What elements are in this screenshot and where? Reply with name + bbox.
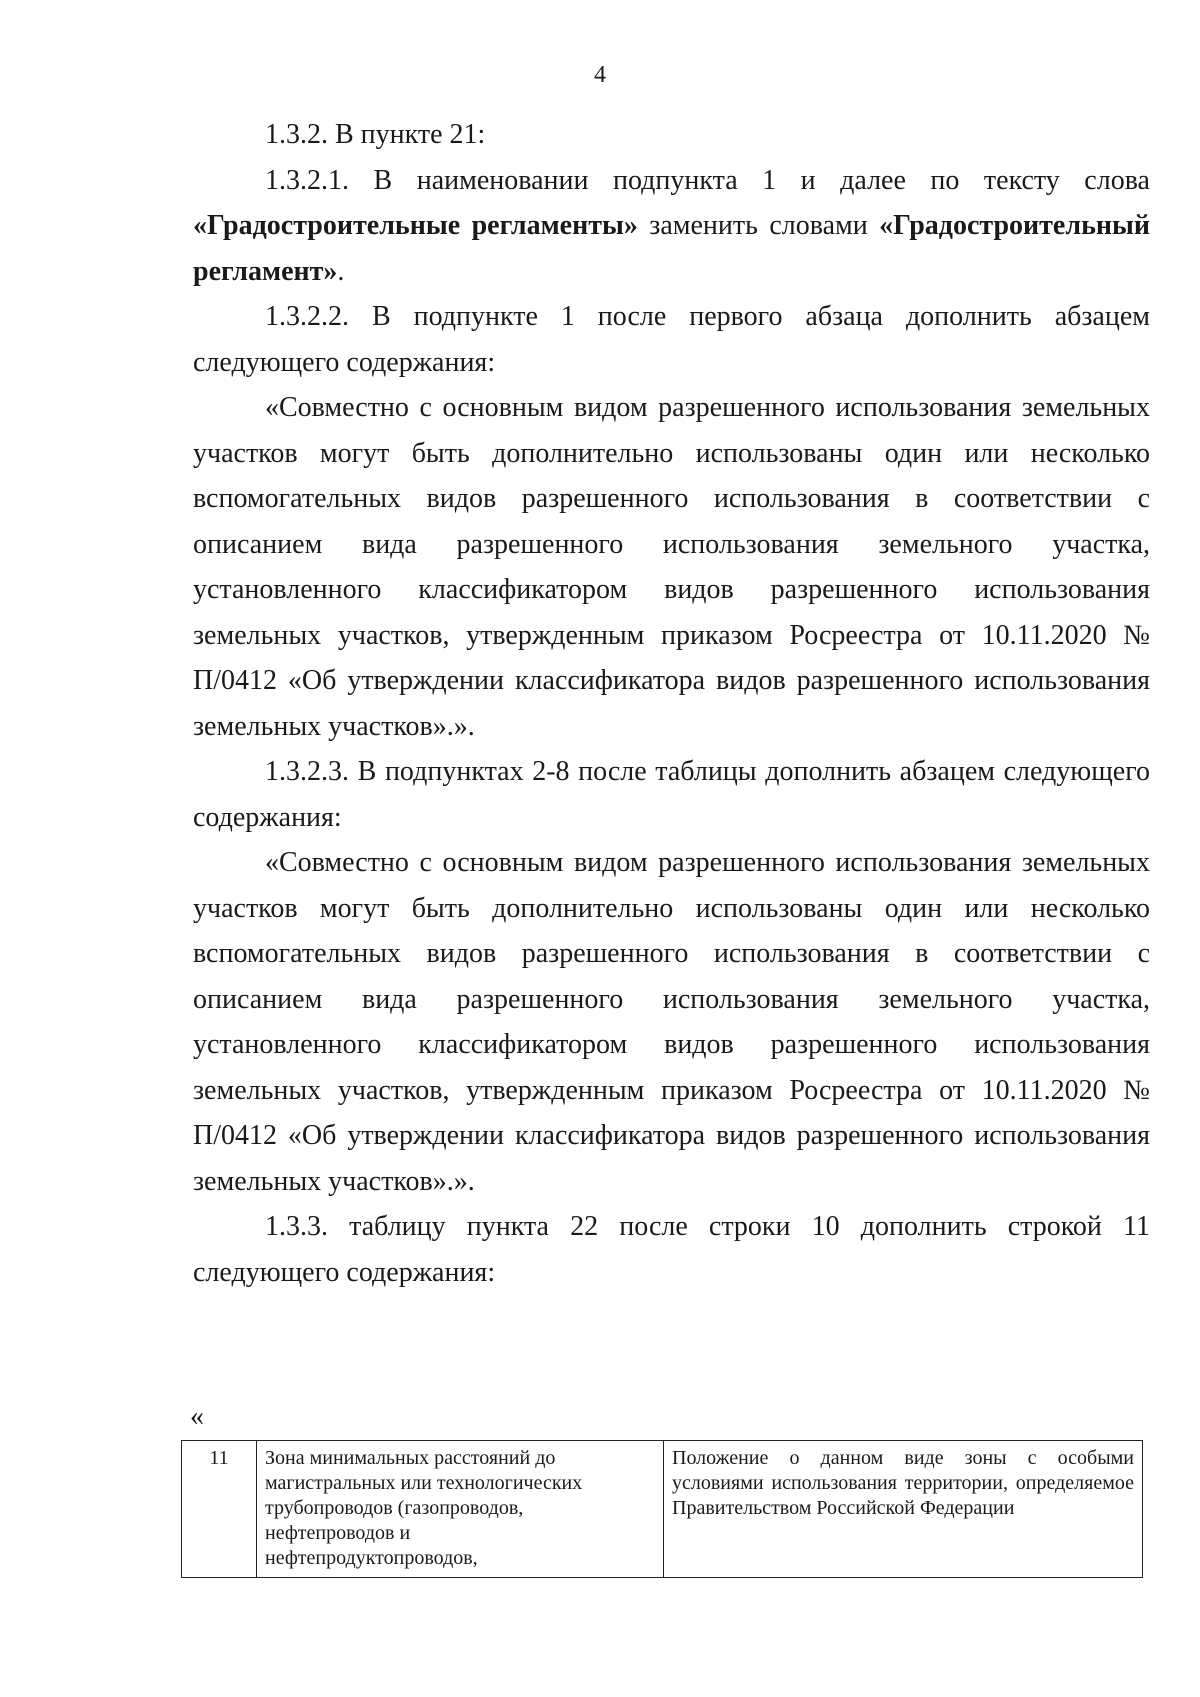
- paragraph-1-3-3: 1.3.3. таблицу пункта 22 после строки 10 дополнить строкой 11 следующего содержания:: [193, 1211, 1150, 1288]
- table-row: [182, 1441, 1143, 1578]
- paragraph-1-3-2: 1.3.2. В пункте 21:: [265, 119, 486, 150]
- regulation-cell: Положение о данном виде зоны с особыми условиями использования территории, определяемое Правительством Российской Федерации: [664, 1441, 1143, 1578]
- paragraph-1-3-2-1: [193, 158, 1150, 295]
- opening-quote-mark: «: [190, 1401, 204, 1432]
- paragraph-1-3-2-3: 1.3.2.3. В подпунктах 2-8 после таблицы дополнить абзацем следующего содержания:: [193, 756, 1150, 833]
- paragraph-1-3-2-2: 1.3.2.2. В подпункте 1 после первого абзаца дополнить абзацем следующего содержания:: [193, 301, 1150, 378]
- zone-name-line: Зона минимальных расстояний до: [265, 1447, 556, 1469]
- zone-name-line: нефтепроводов и: [265, 1522, 411, 1544]
- paragraph-text: заменить словами: [637, 210, 880, 241]
- document-body: [193, 112, 1150, 1295]
- quoted-paragraph-2: «Совместно с основным видом разрешенного использования земельных участков могут быть дополнительно использованы один или несколько вспомогательных видов разрешенного использования в соответствии с описанием вида разрешенного использования земельного участка, установленного классификатором видов разрешенного использования земельных участков, утвержденным приказом Росреестра от 10.11.2020 № П/0412 «Об утверждении классификатора видов разрешенного использования земельных участков».».: [193, 847, 1150, 1197]
- quoted-paragraph-1: «Совместно с основным видом разрешенного использования земельных участков могут быть дополнительно использованы один или несколько вспомогательных видов разрешенного использования в соответствии с описанием вида разрешенного использования земельного участка, установленного классификатором видов разрешенного использования земельных участков, утвержденным приказом Росреестра от 10.11.2020 № П/0412 «Об утверждении классификатора видов разрешенного использования земельных участков».».: [193, 392, 1150, 742]
- paragraph-text: .: [337, 255, 345, 287]
- paragraph-text: 1.3.2.1. В наименовании подпункта 1 и далее по тексту слова: [265, 164, 1150, 196]
- zone-name-line: трубопроводов (газопроводов,: [265, 1497, 524, 1519]
- zone-name-line: магистральных или технологических: [265, 1472, 583, 1494]
- zone-name-cell: [257, 1441, 664, 1578]
- bold-phrase-old: «Градостроительные регламенты»: [193, 210, 638, 241]
- bold-phrase-new: «Градостроительный регламент»: [193, 210, 1150, 287]
- zone-table: [181, 1440, 1143, 1578]
- row-number-cell: 11: [182, 1441, 257, 1578]
- zone-name-line: нефтепродуктопроводов,: [265, 1547, 478, 1569]
- page-number: 4: [594, 62, 606, 88]
